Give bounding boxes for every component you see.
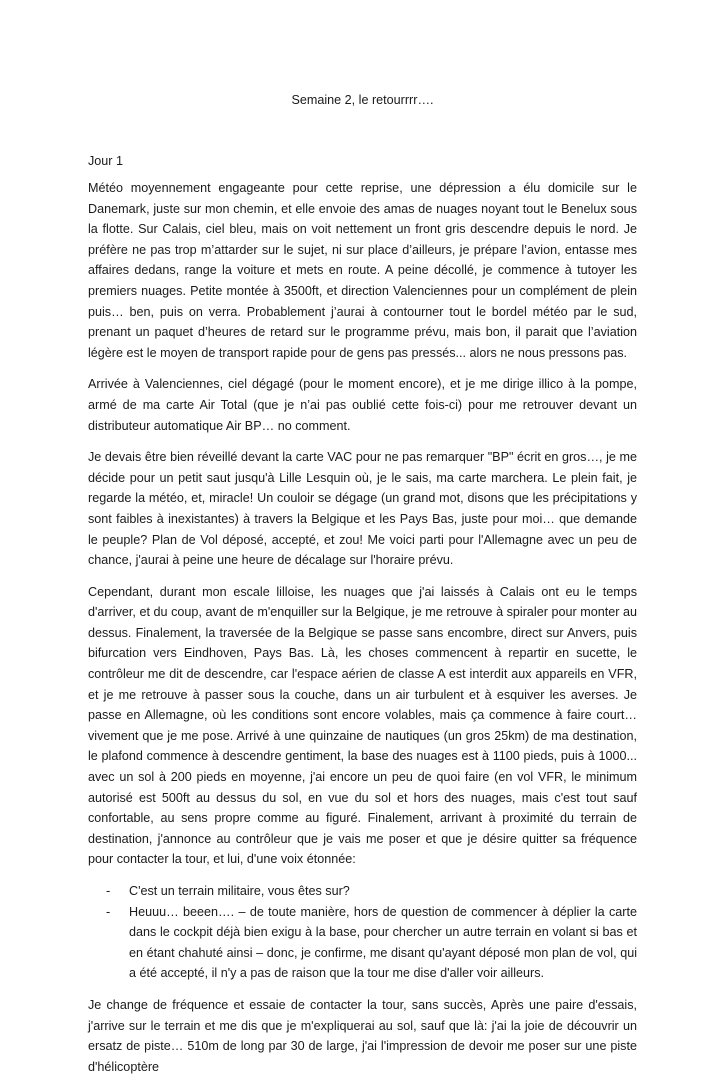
dialogue-text: C'est un terrain militaire, vous êtes sur? bbox=[129, 884, 350, 898]
paragraph: Je change de fréquence et essaie de contacter la tour, sans succès, Après une paire d'essais, j'arrive sur le terrain et me dis que je m'expliquerai au sol, sauf que là: j'ai la joie de découvrir un ersatz de piste… 510m de long par 30 de large, j'ai l'impression de devoir me poser sur une piste d'hélicoptère bbox=[88, 997, 637, 1074]
dialogue-item bbox=[88, 902, 637, 984]
paragraph: Cependant, durant mon escale lilloise, les nuages que j'ai laissés à Calais ont eu le temps d'arriver, et du coup, avant de m'enquiller sur la Belgique, je me retrouve à spiraler pour monter au dessus. Finalement, la traversée de la Belgique se passe sans encombre, direct sur Anvers, puis bifurcation vers Eindhoven, Pays Bas. Là, les choses commencent à repartir en sucette, le contrôleur me dit de descendre, car l'espace aérien de classe A est interdit aux appareils en VFR, et je me retrouve à passer sous la couche, dans un air turbulent et à esquiver les averses. Je passe en Allemagne, où les conditions sont encore volables, mais ça commence à faire court… vivement que je me pose. Arrivé à une quinzaine de nautiques (un gros 25km) de ma destination, le plafond commence à descendre gentiment, la base des nuages est à 1100 pieds, puis à 1000... avec un sol à 200 pieds en moyenne, j'ai encore un peu de quoi faire (en vol VFR, le minimum autorisé est 500ft au dessus du sol, en vue du sol et hors des nuages, mais c'est tout sauf confortable, au sens propre comme au figuré. Finalement, arrivant à proximité du terrain de destination, j'annonce au contrôleur que je vais me poser et que je désire quitter sa fréquence pour contacter la tour, et lui, d'une voix étonnée: bbox=[88, 584, 637, 867]
dialogue-text: Heuuu… beeen…. – de toute manière, hors de question de commencer à déplier la carte dans le cockpit déjà bien exigu à la base, pour chercher un autre terrain en volant si bas et en étant chahuté ainsi – donc, je confirme, me disant qu'ayant déposé mon plan de vol, qui a été accepté, il n'y a pas de raison que la tour me dise d'aller voir ailleurs. bbox=[129, 904, 637, 981]
dash-bullet: - bbox=[106, 884, 111, 898]
dash-bullet: - bbox=[106, 904, 111, 919]
dialogue-item bbox=[88, 881, 637, 902]
paragraph: Météo moyennement engageante pour cette reprise, une dépression a élu domicile sur le Danemark, juste sur mon chemin, et elle envoie des amas de nuages noyant tout le Benelux sous la flotte. Sur Calais, ciel bleu, mais on voit nettement un front gris descendre depuis le nord. Je préfère ne pas trop m’attarder sur le sujet, ni sur place d’ailleurs, je prépare l’avion, entasse mes affaires dedans, range la voiture et mets en route. A peine décollé, je commence à tutoyer les premiers nuages. Petite montée à 3500ft, et direction Valenciennes pour un complément de plein puis… ben, puis on verra. Probablement j’aurai à contourner tout le bordel météo par le sud, prenant un paquet d’heures de retard sur le programme prévu, mais bon, il parait que l’aviation légère est le moyen de transport rapide pour de gens pas pressés... alors ne nous pressons pas. bbox=[88, 181, 637, 360]
paragraph: Je devais être bien réveillé devant la carte VAC pour ne pas remarquer "BP" écrit en gros…, je me décide pour un petit saut jusqu'à Lille Lesquin où, je le sais, ma carte marchera. Le plein fait, je regarde la météo, et, miracle! Un couloir se dégage (un grand mot, disons que les précipitations y sont faibles à inexistantes) à travers la Belgique et les Pays Bas, juste pour moi… que demande le peuple? Plan de Vol déposé, accepté, et zou! Me voici parti pour l'Allemagne avec un peu de chance, j'aurai à peine une heure de décalage sur l'horaire prévu. bbox=[88, 450, 637, 568]
document-body bbox=[88, 178, 637, 1088]
day-heading: Jour 1 bbox=[88, 154, 124, 168]
paragraph: Arrivée à Valenciennes, ciel dégagé (pour le moment encore), et je me dirige illico à la pompe, armé de ma carte Air Total (que je n’ai pas oublié cette fois-ci) pour me retrouver devant un distributeur automatique Air BP… no comment. bbox=[88, 377, 637, 433]
dialogue-list bbox=[88, 881, 637, 984]
document-title: Semaine 2, le retourrrr…. bbox=[291, 93, 434, 107]
